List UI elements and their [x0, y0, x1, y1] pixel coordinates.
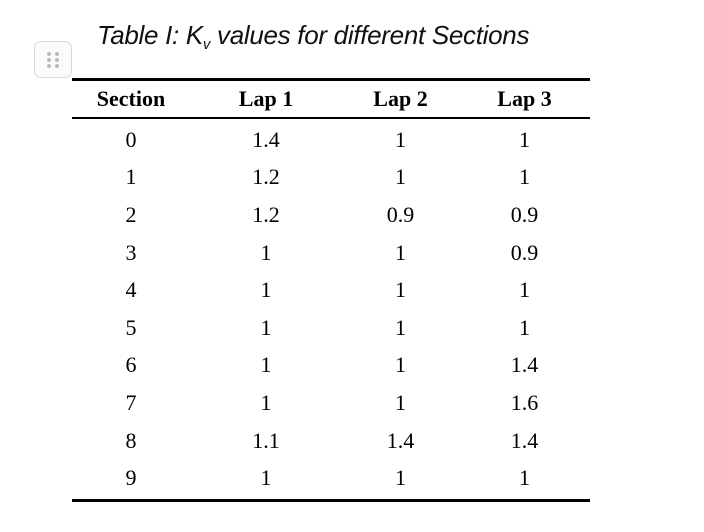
cell-section: 3: [125, 239, 137, 265]
cell-lap-1: 1: [260, 314, 272, 340]
table-row: [72, 422, 590, 460]
table-row: [72, 159, 590, 197]
header-lap-3: Lap 3: [497, 86, 552, 111]
cell-section: 4: [125, 277, 137, 303]
cell-lap-3: 1: [519, 277, 530, 303]
cell-section: 6: [125, 352, 137, 378]
cell-section: 9: [125, 465, 137, 491]
cell-lap-2: 1: [395, 314, 406, 340]
cell-lap-3: 1.6: [510, 389, 539, 415]
cell-lap-1: 1.2: [252, 164, 280, 190]
table-row: [72, 271, 590, 309]
table-row: [72, 384, 590, 422]
cell-lap-2: 1: [395, 389, 406, 415]
cell-lap-2: 1: [395, 164, 406, 190]
table-row: [72, 309, 590, 347]
cell-lap-3: 1: [519, 465, 530, 491]
cell-lap-2: 1: [395, 277, 406, 303]
table-row: [72, 196, 590, 234]
cell-section: 8: [125, 427, 137, 453]
caption-prefix: Table I: K: [97, 20, 203, 50]
caption-suffix: values for different Sections: [210, 20, 530, 50]
cell-lap-3: 1.4: [510, 427, 539, 453]
cell-lap-3: 1: [519, 164, 530, 190]
kv-table: [72, 78, 590, 502]
table-body: [72, 118, 590, 500]
cell-lap-1: 1: [260, 277, 272, 303]
cell-lap-3: 1.4: [510, 352, 539, 378]
cell-lap-1: 1: [260, 465, 272, 491]
cell-lap-1: 1: [260, 352, 272, 378]
cell-lap-1: 1.4: [252, 126, 280, 152]
table-caption: [97, 20, 529, 53]
cell-section: 7: [125, 389, 137, 415]
cell-lap-2: 1.4: [386, 427, 415, 453]
cell-lap-1: 1.1: [252, 427, 280, 453]
cell-lap-2: 1: [395, 352, 406, 378]
cell-section: 0: [125, 126, 137, 152]
cell-lap-2: 1: [395, 126, 406, 152]
header-lap-2: Lap 2: [373, 86, 428, 111]
cell-lap-2: 1: [395, 465, 406, 491]
cell-lap-2: 0.9: [386, 201, 415, 227]
table-row: [72, 234, 590, 272]
cell-lap-3: 1: [519, 126, 530, 152]
drag-handle-icon: [45, 50, 61, 70]
cell-lap-2: 1: [395, 239, 406, 265]
cell-lap-3: 0.9: [510, 201, 539, 227]
table-row: [72, 118, 590, 159]
table-header-row: [72, 80, 590, 119]
cell-lap-1: 1: [260, 239, 272, 265]
header-section: Section: [96, 86, 166, 111]
cell-lap-3: 0.9: [510, 239, 539, 265]
cell-section: 2: [125, 201, 137, 227]
table-row: [72, 459, 590, 500]
cell-lap-1: 1.2: [252, 201, 280, 227]
cell-section: 5: [125, 314, 137, 340]
header-lap-1: Lap 1: [238, 86, 294, 111]
cell-lap-3: 1: [519, 314, 530, 340]
caption-subscript: v: [202, 36, 211, 53]
cell-lap-1: 1: [260, 389, 272, 415]
cell-section: 1: [125, 164, 137, 190]
drag-handle-button[interactable]: [34, 41, 72, 78]
table-row: [72, 347, 590, 385]
